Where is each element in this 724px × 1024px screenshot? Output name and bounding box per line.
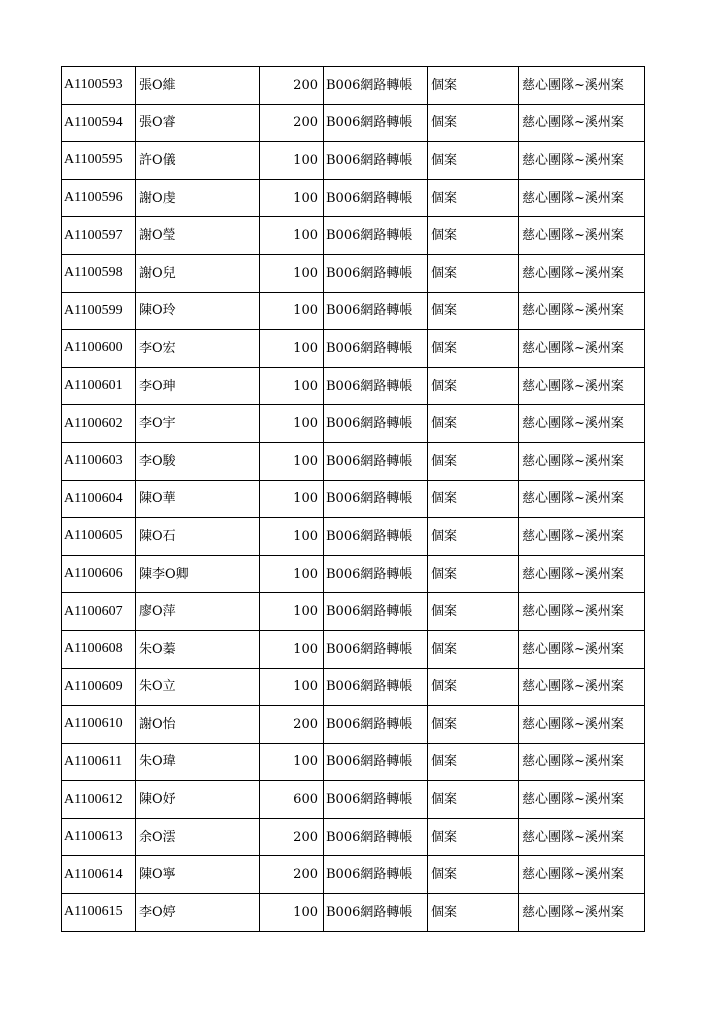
donor-name-cell: 李O珅	[136, 367, 260, 405]
donation-type-cell: 個案	[428, 518, 519, 556]
payment-method-cell: B006網路轉帳	[324, 104, 428, 142]
receipt-number-cell: A1100603	[62, 442, 136, 480]
note-cell: 慈心團隊~溪州案	[519, 856, 645, 894]
donation-type-cell: 個案	[428, 743, 519, 781]
donation-table	[61, 66, 645, 932]
payment-method-cell: B006網路轉帳	[324, 555, 428, 593]
donation-type-cell: 個案	[428, 593, 519, 631]
donation-type-cell: 個案	[428, 856, 519, 894]
table-row	[62, 442, 645, 480]
note-cell: 慈心團隊~溪州案	[519, 818, 645, 856]
payment-method-cell: B006網路轉帳	[324, 480, 428, 518]
amount-cell: 200	[260, 706, 324, 744]
table-row	[62, 630, 645, 668]
payment-method-cell: B006網路轉帳	[324, 593, 428, 631]
payment-method-cell: B006網路轉帳	[324, 518, 428, 556]
donation-type-cell: 個案	[428, 818, 519, 856]
receipt-number-cell: A1100607	[62, 593, 136, 631]
payment-method-cell: B006網路轉帳	[324, 856, 428, 894]
amount-cell: 100	[260, 405, 324, 443]
receipt-number-cell: A1100602	[62, 405, 136, 443]
receipt-number-cell: A1100610	[62, 706, 136, 744]
receipt-number-cell: A1100595	[62, 142, 136, 180]
note-cell: 慈心團隊~溪州案	[519, 442, 645, 480]
payment-method-cell: B006網路轉帳	[324, 630, 428, 668]
donor-name-cell: 李O宏	[136, 330, 260, 368]
payment-method-cell: B006網路轉帳	[324, 254, 428, 292]
donation-type-cell: 個案	[428, 442, 519, 480]
receipt-number-cell: A1100608	[62, 630, 136, 668]
receipt-number-cell: A1100594	[62, 104, 136, 142]
table-row	[62, 856, 645, 894]
amount-cell: 100	[260, 217, 324, 255]
table-body	[62, 67, 645, 932]
payment-method-cell: B006網路轉帳	[324, 894, 428, 932]
note-cell: 慈心團隊~溪州案	[519, 518, 645, 556]
payment-method-cell: B006網路轉帳	[324, 367, 428, 405]
amount-cell: 200	[260, 67, 324, 105]
amount-cell: 200	[260, 856, 324, 894]
donor-name-cell: 余O澐	[136, 818, 260, 856]
receipt-number-cell: A1100593	[62, 67, 136, 105]
table-row	[62, 292, 645, 330]
note-cell: 慈心團隊~溪州案	[519, 67, 645, 105]
table-row	[62, 668, 645, 706]
amount-cell: 100	[260, 292, 324, 330]
note-cell: 慈心團隊~溪州案	[519, 367, 645, 405]
donation-type-cell: 個案	[428, 894, 519, 932]
donor-name-cell: 張O維	[136, 67, 260, 105]
table-row	[62, 254, 645, 292]
table-row	[62, 894, 645, 932]
donation-type-cell: 個案	[428, 254, 519, 292]
donor-name-cell: 朱O蓁	[136, 630, 260, 668]
receipt-number-cell: A1100604	[62, 480, 136, 518]
note-cell: 慈心團隊~溪州案	[519, 668, 645, 706]
table-row	[62, 706, 645, 744]
donor-name-cell: 陳O寧	[136, 856, 260, 894]
amount-cell: 100	[260, 743, 324, 781]
receipt-number-cell: A1100613	[62, 818, 136, 856]
note-cell: 慈心團隊~溪州案	[519, 480, 645, 518]
amount-cell: 600	[260, 781, 324, 819]
donation-type-cell: 個案	[428, 67, 519, 105]
note-cell: 慈心團隊~溪州案	[519, 330, 645, 368]
payment-method-cell: B006網路轉帳	[324, 67, 428, 105]
table-row	[62, 743, 645, 781]
table-row	[62, 330, 645, 368]
receipt-number-cell: A1100600	[62, 330, 136, 368]
receipt-number-cell: A1100615	[62, 894, 136, 932]
donor-name-cell: 廖O萍	[136, 593, 260, 631]
payment-method-cell: B006網路轉帳	[324, 217, 428, 255]
payment-method-cell: B006網路轉帳	[324, 179, 428, 217]
table-row	[62, 142, 645, 180]
table-row	[62, 593, 645, 631]
donor-name-cell: 朱O立	[136, 668, 260, 706]
table-row	[62, 367, 645, 405]
donation-type-cell: 個案	[428, 142, 519, 180]
donor-name-cell: 朱O瑋	[136, 743, 260, 781]
note-cell: 慈心團隊~溪州案	[519, 781, 645, 819]
donation-type-cell: 個案	[428, 217, 519, 255]
donor-name-cell: 李O宇	[136, 405, 260, 443]
donation-type-cell: 個案	[428, 367, 519, 405]
receipt-number-cell: A1100599	[62, 292, 136, 330]
note-cell: 慈心團隊~溪州案	[519, 555, 645, 593]
receipt-number-cell: A1100601	[62, 367, 136, 405]
table-row	[62, 217, 645, 255]
note-cell: 慈心團隊~溪州案	[519, 706, 645, 744]
donation-type-cell: 個案	[428, 630, 519, 668]
note-cell: 慈心團隊~溪州案	[519, 743, 645, 781]
amount-cell: 100	[260, 630, 324, 668]
payment-method-cell: B006網路轉帳	[324, 818, 428, 856]
donation-type-cell: 個案	[428, 330, 519, 368]
table-row	[62, 179, 645, 217]
payment-method-cell: B006網路轉帳	[324, 405, 428, 443]
note-cell: 慈心團隊~溪州案	[519, 104, 645, 142]
note-cell: 慈心團隊~溪州案	[519, 142, 645, 180]
receipt-number-cell: A1100606	[62, 555, 136, 593]
amount-cell: 100	[260, 593, 324, 631]
donation-type-cell: 個案	[428, 292, 519, 330]
donor-name-cell: 李O婷	[136, 894, 260, 932]
payment-method-cell: B006網路轉帳	[324, 292, 428, 330]
note-cell: 慈心團隊~溪州案	[519, 894, 645, 932]
payment-method-cell: B006網路轉帳	[324, 142, 428, 180]
payment-method-cell: B006網路轉帳	[324, 706, 428, 744]
donation-type-cell: 個案	[428, 555, 519, 593]
donor-name-cell: 陳O玲	[136, 292, 260, 330]
donor-name-cell: 陳O妤	[136, 781, 260, 819]
amount-cell: 100	[260, 179, 324, 217]
receipt-number-cell: A1100605	[62, 518, 136, 556]
donation-type-cell: 個案	[428, 480, 519, 518]
note-cell: 慈心團隊~溪州案	[519, 630, 645, 668]
donor-name-cell: 謝O兒	[136, 254, 260, 292]
payment-method-cell: B006網路轉帳	[324, 743, 428, 781]
donor-name-cell: 謝O虔	[136, 179, 260, 217]
donation-type-cell: 個案	[428, 405, 519, 443]
note-cell: 慈心團隊~溪州案	[519, 292, 645, 330]
note-cell: 慈心團隊~溪州案	[519, 217, 645, 255]
payment-method-cell: B006網路轉帳	[324, 442, 428, 480]
receipt-number-cell: A1100614	[62, 856, 136, 894]
donor-name-cell: 謝O瑩	[136, 217, 260, 255]
amount-cell: 200	[260, 104, 324, 142]
donation-type-cell: 個案	[428, 668, 519, 706]
donation-type-cell: 個案	[428, 781, 519, 819]
table-row	[62, 555, 645, 593]
donor-name-cell: 張O睿	[136, 104, 260, 142]
payment-method-cell: B006網路轉帳	[324, 668, 428, 706]
amount-cell: 200	[260, 818, 324, 856]
amount-cell: 100	[260, 555, 324, 593]
table-row	[62, 518, 645, 556]
table-row	[62, 818, 645, 856]
table-row	[62, 104, 645, 142]
donor-name-cell: 謝O怡	[136, 706, 260, 744]
donor-name-cell: 許O儀	[136, 142, 260, 180]
receipt-number-cell: A1100596	[62, 179, 136, 217]
amount-cell: 100	[260, 894, 324, 932]
table-row	[62, 67, 645, 105]
table-row	[62, 781, 645, 819]
receipt-number-cell: A1100609	[62, 668, 136, 706]
donor-name-cell: 陳李O卿	[136, 555, 260, 593]
amount-cell: 100	[260, 518, 324, 556]
donation-type-cell: 個案	[428, 104, 519, 142]
amount-cell: 100	[260, 254, 324, 292]
receipt-number-cell: A1100598	[62, 254, 136, 292]
donor-name-cell: 陳O石	[136, 518, 260, 556]
amount-cell: 100	[260, 442, 324, 480]
receipt-number-cell: A1100611	[62, 743, 136, 781]
donation-type-cell: 個案	[428, 179, 519, 217]
amount-cell: 100	[260, 330, 324, 368]
amount-cell: 100	[260, 668, 324, 706]
amount-cell: 100	[260, 142, 324, 180]
note-cell: 慈心團隊~溪州案	[519, 254, 645, 292]
payment-method-cell: B006網路轉帳	[324, 330, 428, 368]
receipt-number-cell: A1100612	[62, 781, 136, 819]
note-cell: 慈心團隊~溪州案	[519, 179, 645, 217]
donor-name-cell: 李O駿	[136, 442, 260, 480]
receipt-number-cell: A1100597	[62, 217, 136, 255]
payment-method-cell: B006網路轉帳	[324, 781, 428, 819]
note-cell: 慈心團隊~溪州案	[519, 593, 645, 631]
donation-type-cell: 個案	[428, 706, 519, 744]
donor-name-cell: 陳O華	[136, 480, 260, 518]
amount-cell: 100	[260, 480, 324, 518]
table-row	[62, 480, 645, 518]
table-row	[62, 405, 645, 443]
amount-cell: 100	[260, 367, 324, 405]
note-cell: 慈心團隊~溪州案	[519, 405, 645, 443]
